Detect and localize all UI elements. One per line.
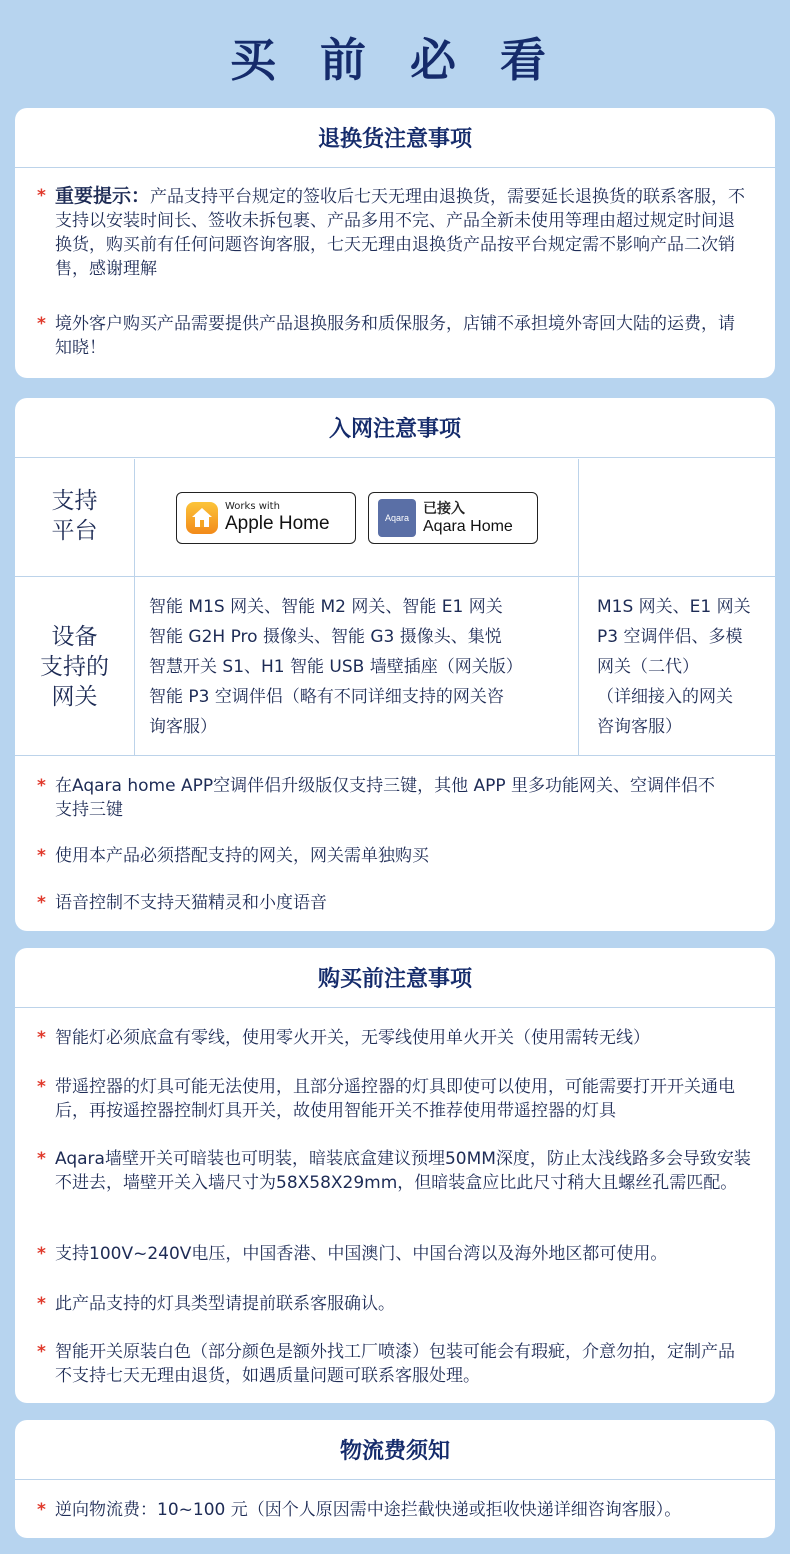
- badge-big-text: Apple Home: [225, 513, 330, 534]
- purchase-note: * 带遥控器的灯具可能无法使用，且部分遥控器的灯具即使可以使用，可能需要打开开关通电后，再按遥控器控制灯具开关，故使用智能开关不推荐使用带遥控器的灯具: [37, 1077, 735, 1121]
- overseas-note: [37, 312, 751, 360]
- purchase-note: * 支持100V~240V电压，中国香港、中国澳门、中国台湾以及海外地区都可使用。: [37, 1244, 668, 1264]
- asterisk-icon: *: [37, 1244, 46, 1264]
- page-title: 买 前 必 看: [229, 33, 561, 87]
- network-note: * 在Aqara home APP空调伴侣升级版仅支持三键，其他 APP 里多功能网关、空调伴侣不支持三键: [37, 776, 716, 820]
- asterisk-icon: *: [37, 186, 46, 206]
- network-title: 入网注意事项: [15, 398, 775, 458]
- aqara-home-badge: [368, 492, 538, 544]
- asterisk-icon: *: [37, 776, 46, 796]
- asterisk-icon: *: [37, 1149, 46, 1169]
- returns-card: [15, 108, 775, 378]
- table-divider: [15, 576, 775, 577]
- logistics-title: 物流费须知: [15, 1420, 775, 1480]
- purchase-title: 购买前注意事项: [15, 948, 775, 1008]
- home-icon: [185, 501, 219, 535]
- table-divider: [578, 459, 579, 755]
- purchase-card: [15, 948, 775, 1403]
- badge-big-text: Aqara Home: [423, 517, 513, 535]
- important-note: [37, 184, 751, 281]
- asterisk-icon: *: [37, 1294, 46, 1314]
- network-card: [15, 398, 775, 931]
- network-note: * 语音控制不支持天猫精灵和小度语音: [37, 893, 327, 913]
- purchase-note: * Aqara墙壁开关可暗装也可明装，暗装底盒建议预埋50MM深度，防止太浅线路多会导致安装不进去，墙壁开关入墙尺寸为58X58X29mm，但暗装盒应比此尺寸稍大且螺丝孔需匹配。: [37, 1149, 751, 1193]
- asterisk-icon: *: [37, 1077, 46, 1097]
- aqara-logo: Aqara: [377, 501, 417, 535]
- asterisk-icon: *: [37, 1342, 46, 1362]
- asterisk-icon: *: [37, 1500, 46, 1520]
- gateway-main-text: 智能 M1S 网关、智能 M2 网关、智能 E1 网关 智能 G2H Pro 摄像头、智能 G3 摄像头、集悦 智慧开关 S1、H1 智能 USB 墙壁插座（网关版） 智能 P3 空调伴侣（略有不同详细支持的网关咨 询客服）: [149, 597, 523, 737]
- platform-label: 支持 平台: [51, 488, 98, 544]
- badge-small-text: Works with: [225, 501, 280, 512]
- network-note: * 使用本产品必须搭配支持的网关，网关需单独购买: [37, 846, 429, 866]
- badge-small-text: 已接入: [423, 500, 465, 517]
- important-label: 重要提示：: [55, 185, 151, 207]
- gateway-side-text: M1S 网关、E1 网关 P3 空调伴侣、多模 网关（二代） （详细接入的网关 咨询客服）: [597, 597, 751, 737]
- asterisk-icon: *: [37, 1028, 46, 1048]
- purchase-note: * 此产品支持的灯具类型请提前联系客服确认。: [37, 1294, 395, 1314]
- purchase-note: * 智能灯必须底盒有零线，使用零火开关，无零线使用单火开关（使用需转无线）: [37, 1028, 650, 1048]
- asterisk-icon: *: [37, 846, 46, 866]
- asterisk-icon: *: [37, 893, 46, 913]
- table-divider: [15, 755, 775, 756]
- returns-title: 退换货注意事项: [15, 108, 775, 168]
- apple-home-badge: [176, 492, 356, 544]
- logistics-note: * 逆向物流费：10~100 元（因个人原因需中途拦截快递或拒收快递详细咨询客服）。: [37, 1500, 682, 1520]
- overseas-text: 境外客户购买产品需要提供产品退换服务和质保服务，店铺不承担境外寄回大陆的运费，请知晓！: [55, 314, 735, 358]
- gateway-label: 设备 支持的 网关: [40, 624, 109, 710]
- table-divider: [134, 459, 135, 755]
- purchase-note: * 智能开关原装白色（部分颜色是额外找工厂喷漆）包装可能会有瑕疵，介意勿拍，定制产品不支持七天无理由退货，如遇质量问题可联系客服处理。: [37, 1342, 735, 1386]
- logistics-card: [15, 1420, 775, 1538]
- asterisk-icon: *: [37, 314, 46, 334]
- important-text: 产品支持平台规定的签收后七天无理由退换货，需要延长退换货的联系客服，不支持以安装时间长、签收未拆包裹、产品多用不完、产品全新未使用等理由超过规定时间退换货，购买前有任何问题咨询客服，七天无理由退换货产品按平台规定需不影响产品二次销售，感谢理解: [55, 187, 746, 279]
